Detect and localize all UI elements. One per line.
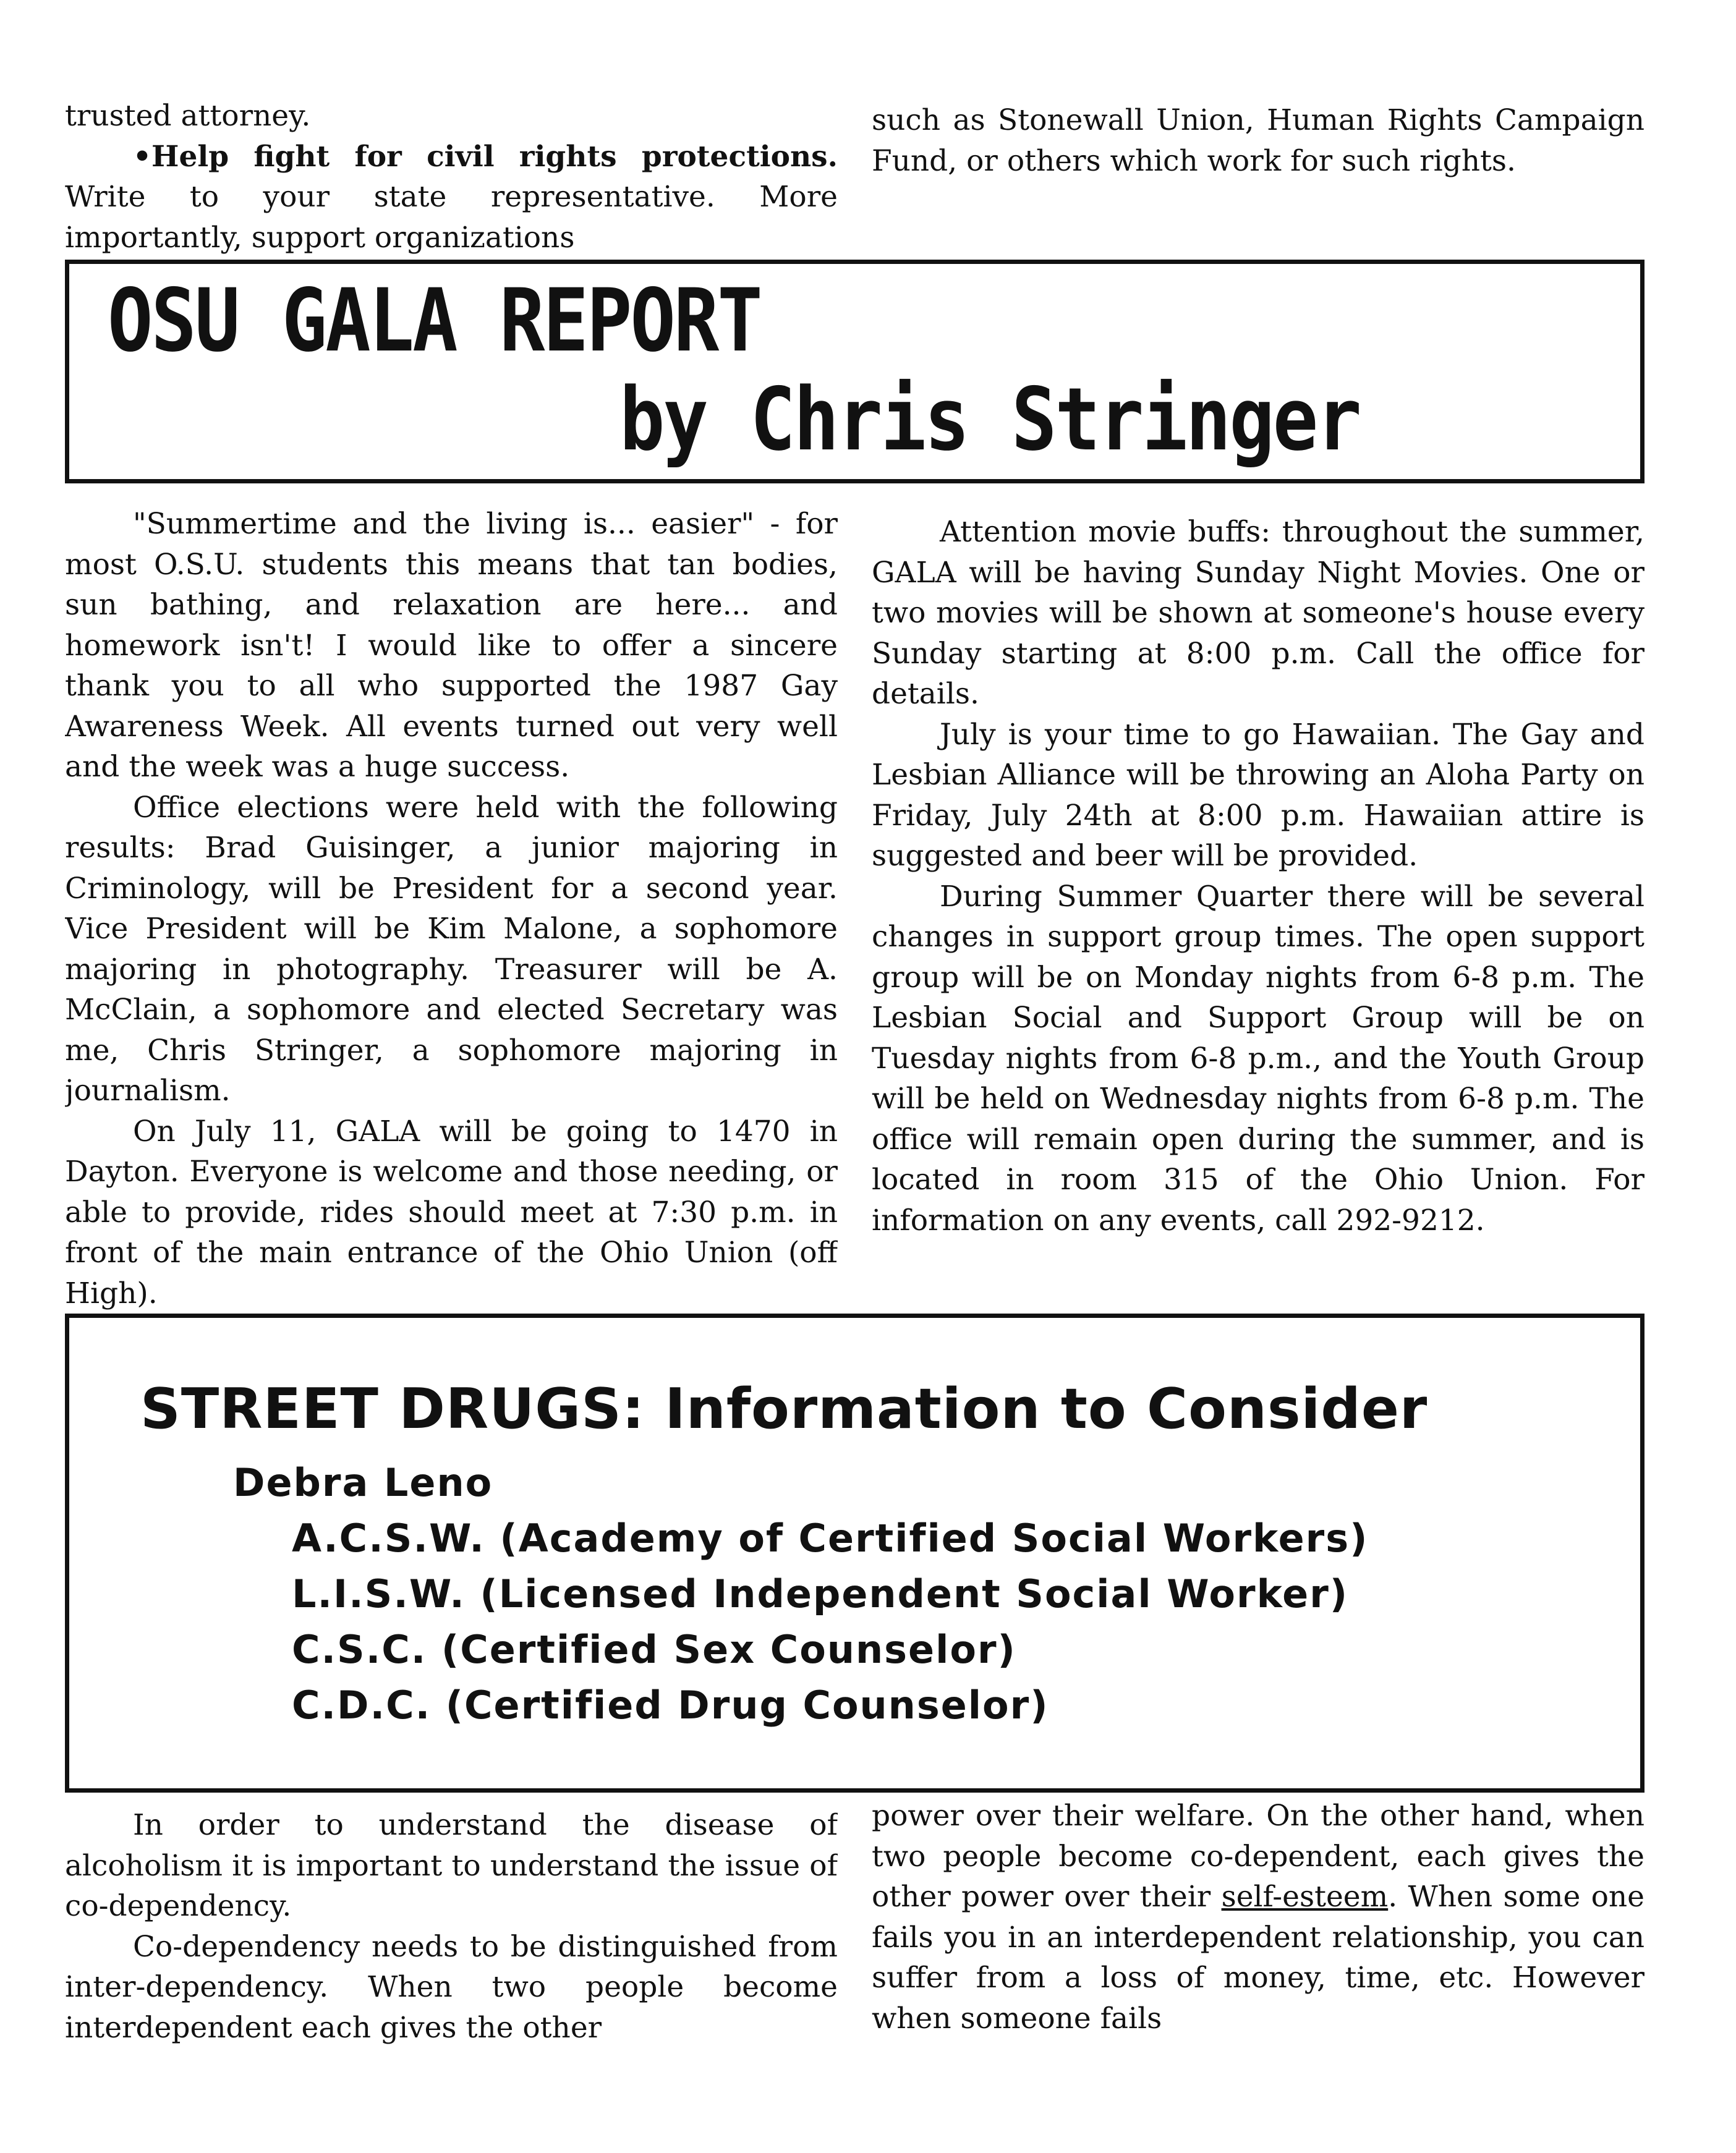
gala-paragraph: "Summertime and the living is... easier" - for most O.S.U. students this means that tan bodies, sun bathing, and relaxation are here... and homework isn't! I would like to offer a sincere thank you to all who supported the 1987 Gay Awareness Week. All events turned out very well and the week was a huge success. — [65, 507, 838, 784]
gala-paragraph: July is your time to go Hawaiian. The Gay and Lesbian Alliance will be throwing an Aloha Party on Friday, July 24th at 8:00 p.m. Hawaiian attire is suggested and beer will be provided. — [872, 717, 1645, 873]
drugs-paragraph — [872, 1796, 1645, 2039]
prev-article-closing-line: trusted attorney. — [65, 99, 311, 133]
drugs-right-column — [872, 1796, 1645, 2055]
gala-left-column — [65, 504, 838, 1310]
credential-line: C.S.C. (Certified Sex Counselor) — [292, 1627, 1016, 1672]
author-name: Debra Leno — [233, 1460, 493, 1505]
gala-right-column — [872, 512, 1645, 1309]
gala-paragraph: Attention movie buffs: throughout the summer, GALA will be having Sunday Night Movies. One or two movies will be shown at someone's house every Sunday starting at 8:00 p.m. Call the office for details. — [872, 515, 1645, 711]
prev-article-right-column — [872, 100, 1645, 224]
gala-report-byline: by Chris Stringer — [619, 369, 1360, 470]
prev-article-left-column — [65, 96, 838, 266]
credential-line: C.D.C. (Certified Drug Counselor) — [292, 1683, 1049, 1728]
drugs-left-column — [65, 1805, 838, 2052]
credential-line: A.C.S.W. (Academy of Certified Social Workers) — [292, 1516, 1369, 1561]
drugs-paragraph: Co-dependency needs to be distinguished from inter-dependency. When two people become interdependent each gives the other — [65, 1929, 838, 2045]
drugs-paragraph: In order to understand the disease of alcoholism it is important to understand the issue of co-dependency. — [65, 1808, 838, 1923]
self-esteem-underlined: self-esteem — [1221, 1880, 1389, 1914]
gala-paragraph: On July 11, GALA will be going to 1470 in Dayton. Everyone is welcome and those needing, or able to provide, rides should meet at 7:30 p.m. in front of the main entrance of the Ohio Union (off High). — [65, 1114, 838, 1310]
drugs-text: . When some one fails you in an interdependent relationship, you can suffer from a loss of money, time, etc. However when someone fails — [872, 1880, 1645, 2036]
drugs-text: power over their welfare. On the other hand, when two people become co-dependent, each gives the other power over their — [872, 1799, 1645, 1914]
street-drugs-title: STREET DRUGS: Information to Consider — [140, 1377, 1428, 1442]
gala-paragraph: During Summer Quarter there will be several changes in support group times. The open support group will be on Monday nights from 6-8 p.m. The Lesbian Social and Support Group will be on Tuesday nights from 6-8 p.m., and the Youth Group will be held on Wednesday nights from 6-8 p.m. The office will remain open during the summer, and is located in room 315 of the Ohio Union. For information on any events, call 292-9212. — [872, 879, 1645, 1238]
prev-article-right-text: such as Stonewall Union, Human Rights Campaign Fund, or others which work for such rights. — [872, 103, 1645, 178]
credential-line: L.I.S.W. (Licensed Independent Social Worker) — [292, 1571, 1349, 1616]
gala-report-title: OSU GALA REPORT — [108, 270, 761, 372]
prev-article-paragraph — [65, 137, 838, 258]
gala-header-box — [65, 260, 1645, 483]
prev-article-body: Write to your state representative. More importantly, support organizations — [65, 180, 838, 255]
gala-paragraph: Office elections were held with the following results: Brad Guisinger, a junior majoring in Criminology, will be President for a second year. Vice President will be Kim Malone, a sophomore majoring in photography. Treasurer will be A. McClain, a sophomore and elected Secretary was me, Chris Stringer, a sophomore majoring in journalism. — [65, 790, 838, 1108]
prev-article-bold-lead: •Help fight for civil rights protections. — [133, 139, 838, 174]
street-drugs-header-box — [65, 1314, 1645, 1793]
